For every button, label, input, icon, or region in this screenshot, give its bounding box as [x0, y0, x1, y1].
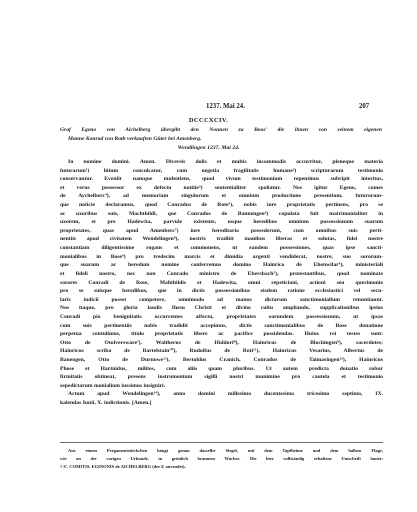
body-line: ac uxoribus suis, Machthildi, que Conradus de Bannengen⁶) copulata fuit matrimonialiter in — [60, 210, 383, 217]
footnote-line: Aus einem Pergamentstückchen hängt genau dasselbe Siegel, mit dem Tapfheime und dem halben Flage, — [68, 448, 383, 453]
body-line: Banengen, Otto de Durnowe¹²), Bertoldus Cranich, Conradus de Taimasingen¹³), Hainricus — [60, 357, 383, 364]
body-line: proprietates, quas apud Amenberc⁷) iure hereditario possederunt, cum omnibus suis perti- — [60, 227, 383, 234]
body-line: Actum apud Wendelingen¹⁴), anno domini millesimo ducentesimo tricesimo septimo, IX. — [68, 391, 383, 398]
body-line: et verus possessor ex defectu notitie³) sententialiter spoliatur. Nos igitur Egeno, comes — [60, 184, 383, 191]
running-head — [0, 103, 417, 113]
body-line: kalendas Iunii, X. indictionis. [Amen.] — [60, 400, 152, 407]
body-line: cum suis pertinentiis nobis tradidit accepimus, dictis sanctimonialibus de Bose donatione — [60, 322, 383, 329]
body-line: Conradi pio benignitatis occurrentes affectu, proprietates earundem possessionum, ut ipsas — [60, 313, 383, 320]
body-line: que noticie declaramus, quod Conradus de Rote⁵), nobis iure proprietatis pertinens, pro se — [60, 202, 383, 209]
body-line: Phose et Hartnidus, milites, cum aliis quam pluribus. Ut autem predicta donatio robur — [60, 365, 383, 372]
body-line: In nomine domini. Amen. Diversis dolis et multis incommodis occurritur, pleneque materia — [68, 159, 383, 165]
footnote-line: wie an der vorigen Urkunde, in grünlich braunem Wachse. Die hier vollständig erhaltene Umschrift lautet: — [60, 456, 383, 461]
body-line: que suarum ac heredum nomine conferremus domino Hainrico de Ehenwilar⁴), ministeriali — [60, 262, 383, 269]
body-line: sepedictarum monialium iussimus insigniri. — [60, 382, 165, 389]
body-line: et fideli nostro, nec non Conrado ministro de Ebersbach⁵), protestantibus, quod nominate — [60, 270, 383, 277]
dateline: Wendlingen 1237. Mai 24. — [177, 145, 240, 151]
page-number: 207 — [359, 103, 370, 110]
body-line: constantiam diligentissime rogans et commonens, ut eandem possessiones, quas ipse sancti- — [60, 245, 383, 252]
body-line: laris iudicii posset competere, omnimodo ad manus dictarum sanctimonialium renuntiaunt. — [60, 296, 383, 303]
body-line: Hainricus scriba de Bartelstain¹⁰), Rudolfus de Roti¹¹), Hainricus Vesarius, Albertus de — [60, 348, 383, 355]
document-body — [60, 158, 383, 408]
body-line: pro se suisque heredibus, que in dictis possessionibus eisdem ratione ecclesiastici vel secu- — [60, 288, 383, 295]
regest-line: Manne Konrad von Roth verkauften Güter bei Amenberg. — [68, 136, 202, 142]
body-line: sorores Conradi de Rote, Mahthildis et Hadewita, omni repeticioni, actioni seu querimonie — [60, 279, 383, 286]
footnote-divider — [60, 442, 383, 443]
body-line: monialibus in Bose⁹) pro tredecim marcis et dimidia argenti vendiderat, nostre, suo sororum- — [60, 253, 383, 260]
body-line: firmitatis obtineat, presens instrumentum sigilli nostri munimine pro cautela et testimonio — [60, 374, 383, 381]
body-line: perpetua contulimus, titulo proprietatis libere ac pacifice possidendas. Huius rei testes sunt: — [60, 331, 383, 338]
running-head-date: 1237. Mai 24. — [206, 103, 245, 110]
body-line: nentiis apud civitatem Wendelingen⁸), nostris traditit manibus liberas et solutas, fidei nostre — [60, 236, 383, 243]
body-line: conservantur. Eveniit namque multotiens, quod vivum testimonium repentinus subripit interitus, — [60, 176, 383, 183]
document-number: DCCCXCIV. — [188, 117, 229, 124]
body-line: Nos itaque, pro gloria laudis Ihesu Christi et divino cultu ampliando, supplicationibus ipsius — [60, 305, 383, 312]
body-line: uxorem, et pro Hadewita, parvule existente, usque heredibus omnium possessionum suarum — [60, 219, 383, 226]
body-line: de Aychelberc⁴), ad memoriam singulorum et omnium productione presentium, futurorum- — [60, 193, 383, 200]
body-line: Otto de Otolversware⁷), Waltherus de Hiddorf⁸), Hainricus de Blochingen⁹), sacerdotes; — [60, 339, 383, 346]
footnote-line: † S'. COMITIS. EGINONIS de AICHELBERG (der E anvendet). — [60, 464, 186, 469]
regest-line: Graf Egeno von Aichelberg übergibt den Nonnen zu Boos' die ihnen von seinem eigenen — [60, 127, 382, 133]
regest — [60, 126, 382, 144]
body-line: futurarum¹) litium conculcatur, cum negotia fragilitatis humane²) scripturarum testimonio — [60, 167, 383, 174]
footnote — [60, 447, 383, 471]
